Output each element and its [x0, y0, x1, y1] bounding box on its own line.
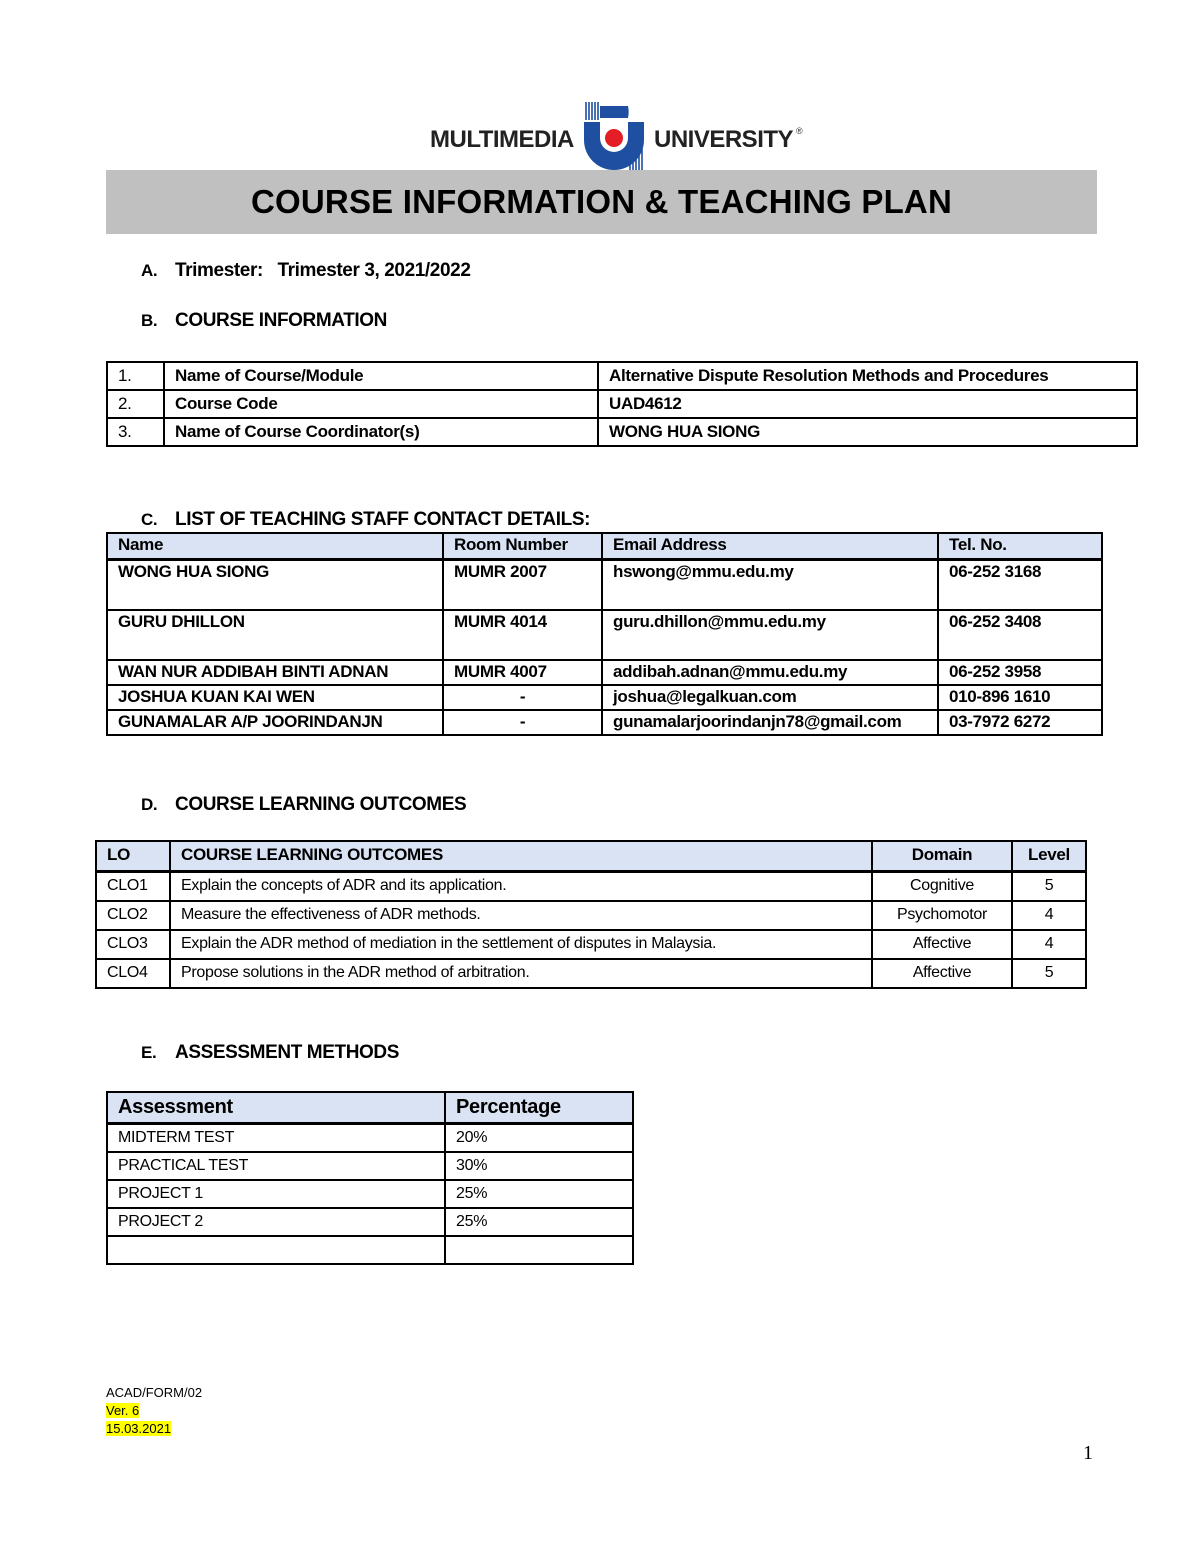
row-number: 1. — [107, 362, 164, 390]
field-label: Course Code — [164, 390, 598, 418]
form-footer — [106, 1384, 202, 1438]
form-code: ACAD/FORM/02 — [106, 1385, 203, 1400]
table-row — [107, 560, 1102, 610]
column-header: LO — [96, 841, 170, 872]
clo-outcome: Explain the concepts of ADR and its application. — [170, 872, 872, 902]
clo-outcome: Measure the effectiveness of ADR methods. — [170, 901, 872, 930]
section-letter: C. — [141, 510, 158, 529]
staff-room: MUMR 4014 — [443, 610, 602, 660]
section-letter: B. — [141, 311, 158, 330]
column-header: Email Address — [602, 533, 938, 560]
clo-domain: Affective — [872, 959, 1012, 988]
section-letter: E. — [141, 1043, 157, 1062]
course-information-table — [106, 361, 1138, 447]
logo-text-right: UNIVERSITY — [654, 126, 794, 153]
column-header: COURSE LEARNING OUTCOMES — [170, 841, 872, 872]
clo-id: CLO2 — [96, 901, 170, 930]
staff-email: joshua@legalkuan.com — [602, 685, 938, 710]
table-row — [107, 1236, 633, 1264]
staff-tel: 06-252 3408 — [938, 610, 1102, 660]
staff-name: GUNAMALAR A/P JOORINDANJN — [107, 710, 443, 735]
field-value: Alternative Dispute Resolution Methods and Procedures — [598, 362, 1137, 390]
staff-name: JOSHUA KUAN KAI WEN — [107, 685, 443, 710]
staff-contact-table — [106, 532, 1103, 736]
section-title: ASSESSMENT METHODS — [175, 1042, 399, 1063]
column-header: Room Number — [443, 533, 602, 560]
table-row — [107, 660, 1102, 685]
section-letter: D. — [141, 795, 158, 814]
assessment-name: MIDTERM TEST — [107, 1124, 445, 1153]
assessment-name: PROJECT 1 — [107, 1180, 445, 1208]
assessment-percentage: 25% — [445, 1208, 633, 1236]
column-header: Assessment — [107, 1092, 445, 1124]
title-band — [106, 170, 1097, 234]
section-a-trimester — [141, 260, 470, 282]
assessment-name: PROJECT 2 — [107, 1208, 445, 1236]
section-letter: A. — [141, 261, 158, 280]
staff-name: WONG HUA SIONG — [107, 560, 443, 610]
trimester-value: Trimester 3, 2021/2022 — [277, 260, 471, 281]
clo-level: 5 — [1012, 872, 1086, 902]
staff-room: MUMR 4007 — [443, 660, 602, 685]
table-row — [96, 901, 1086, 930]
staff-email: hswong@mmu.edu.my — [602, 560, 938, 610]
assessment-name: PRACTICAL TEST — [107, 1152, 445, 1180]
field-value: UAD4612 — [598, 390, 1137, 418]
form-version: Ver. 6 — [106, 1403, 140, 1418]
clo-outcome: Explain the ADR method of mediation in the settlement of disputes in Malaysia. — [170, 930, 872, 959]
table-row — [96, 872, 1086, 902]
page-title: COURSE INFORMATION & TEACHING PLAN — [250, 183, 952, 220]
table-header-row — [107, 1092, 633, 1124]
staff-tel: 03-7972 6272 — [938, 710, 1102, 735]
university-logo — [430, 100, 820, 172]
column-header: Level — [1012, 841, 1086, 872]
column-header: Tel. No. — [938, 533, 1102, 560]
table-row — [96, 959, 1086, 988]
assessment-percentage: 25% — [445, 1180, 633, 1208]
table-row — [107, 418, 1137, 446]
staff-room: MUMR 2007 — [443, 560, 602, 610]
section-c-heading — [141, 509, 590, 531]
table-row — [107, 390, 1137, 418]
clo-level: 4 — [1012, 930, 1086, 959]
section-title: COURSE LEARNING OUTCOMES — [175, 794, 467, 815]
clo-id: CLO3 — [96, 930, 170, 959]
registered-mark: ® — [796, 126, 803, 136]
university-emblem-icon — [580, 100, 650, 172]
table-row — [107, 1208, 633, 1236]
staff-room: - — [443, 685, 602, 710]
clo-domain: Cognitive — [872, 872, 1012, 902]
clo-id: CLO1 — [96, 872, 170, 902]
assessment-percentage — [445, 1236, 633, 1264]
table-row — [107, 610, 1102, 660]
assessment-methods-table — [106, 1091, 634, 1265]
section-d-heading — [141, 794, 466, 816]
section-e-heading — [141, 1042, 399, 1064]
trimester-label: Trimester: — [175, 260, 263, 281]
clo-id: CLO4 — [96, 959, 170, 988]
field-value: WONG HUA SIONG — [598, 418, 1137, 446]
clo-level: 4 — [1012, 901, 1086, 930]
staff-tel: 06-252 3168 — [938, 560, 1102, 610]
table-row — [107, 1152, 633, 1180]
row-number: 2. — [107, 390, 164, 418]
staff-room: - — [443, 710, 602, 735]
section-title: COURSE INFORMATION — [175, 310, 387, 331]
section-title: LIST OF TEACHING STAFF CONTACT DETAILS: — [175, 509, 591, 530]
form-date: 15.03.2021 — [106, 1421, 172, 1436]
field-label: Name of Course/Module — [164, 362, 598, 390]
column-header: Name — [107, 533, 443, 560]
page-number: 1 — [1083, 1442, 1093, 1464]
clo-domain: Psychomotor — [872, 901, 1012, 930]
column-header: Domain — [872, 841, 1012, 872]
row-number: 3. — [107, 418, 164, 446]
staff-tel: 06-252 3958 — [938, 660, 1102, 685]
table-row — [107, 1124, 633, 1153]
table-row — [107, 1180, 633, 1208]
assessment-percentage: 20% — [445, 1124, 633, 1153]
table-header-row — [96, 841, 1086, 872]
table-row — [107, 362, 1137, 390]
clo-level: 5 — [1012, 959, 1086, 988]
table-row — [96, 930, 1086, 959]
table-row — [107, 710, 1102, 735]
field-label: Name of Course Coordinator(s) — [164, 418, 598, 446]
staff-email: gunamalarjoorindanjn78@gmail.com — [602, 710, 938, 735]
learning-outcomes-table — [95, 840, 1087, 989]
staff-email: addibah.adnan@mmu.edu.my — [602, 660, 938, 685]
table-header-row — [107, 533, 1102, 560]
assessment-percentage: 30% — [445, 1152, 633, 1180]
assessment-name — [107, 1236, 445, 1264]
clo-domain: Affective — [872, 930, 1012, 959]
staff-email: guru.dhillon@mmu.edu.my — [602, 610, 938, 660]
staff-tel: 010-896 1610 — [938, 685, 1102, 710]
staff-name: GURU DHILLON — [107, 610, 443, 660]
column-header: Percentage — [445, 1092, 633, 1124]
table-row — [107, 685, 1102, 710]
clo-outcome: Propose solutions in the ADR method of arbitration. — [170, 959, 872, 988]
logo-text-left: MULTIMEDIA — [430, 126, 574, 153]
section-b-heading — [141, 310, 387, 332]
staff-name: WAN NUR ADDIBAH BINTI ADNAN — [107, 660, 443, 685]
